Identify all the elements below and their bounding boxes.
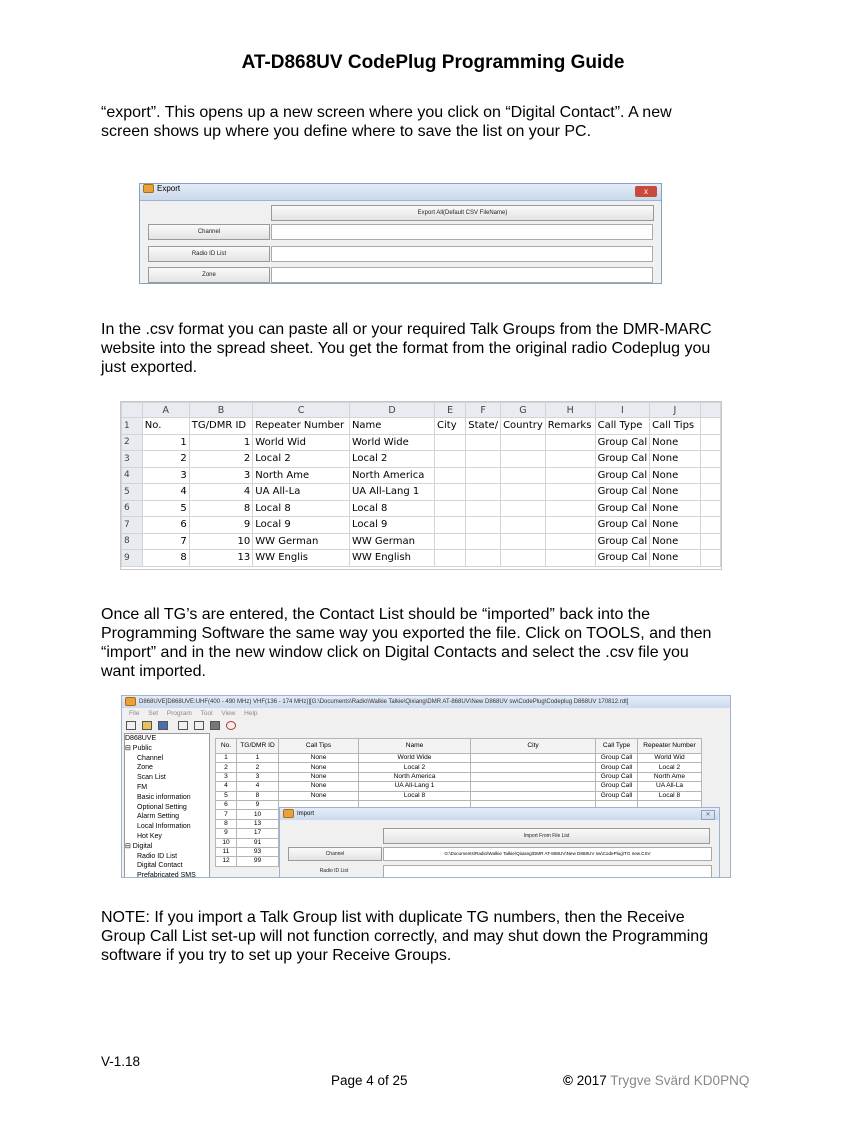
- zone-path-field[interactable]: [271, 267, 653, 283]
- text-line: Group Call List set-up will not function correctly, and may shut down the Programming: [101, 928, 709, 945]
- cell[interactable]: [545, 500, 595, 517]
- grid-cell[interactable]: 2: [237, 763, 279, 772]
- cell[interactable]: 5: [142, 500, 189, 517]
- tree-item-fm[interactable]: FM: [137, 783, 148, 791]
- toolbar: [122, 719, 730, 730]
- cell[interactable]: No.: [142, 418, 189, 435]
- cell[interactable]: [700, 517, 720, 534]
- paragraph-note: [101, 908, 781, 965]
- grid-cell[interactable]: 4: [237, 782, 279, 791]
- table-row: [122, 533, 721, 550]
- tree-item-basic-information[interactable]: Basic information: [137, 793, 191, 801]
- copyright-icon: ©: [563, 1073, 573, 1088]
- cell[interactable]: [501, 533, 546, 550]
- grid-cell[interactable]: 1: [237, 754, 279, 763]
- menu-file[interactable]: File: [129, 710, 140, 717]
- cell[interactable]: 4: [142, 484, 189, 501]
- cell[interactable]: [700, 550, 720, 567]
- cell[interactable]: [435, 517, 466, 534]
- text-line: Once all TG’s are entered, the Contact List should be “imported” back into the: [101, 606, 651, 623]
- cell[interactable]: None: [650, 500, 701, 517]
- grid-cell[interactable]: [471, 782, 596, 791]
- column-header[interactable]: B: [189, 403, 253, 418]
- table-row: [122, 500, 721, 517]
- cell[interactable]: [466, 500, 501, 517]
- table-row: [122, 484, 721, 501]
- grid-cell[interactable]: World Wid: [638, 754, 702, 763]
- grid-cell[interactable]: Group Call: [596, 763, 638, 772]
- cell[interactable]: [501, 467, 546, 484]
- cell[interactable]: Call Type: [595, 418, 650, 435]
- grid-cell[interactable]: 2: [216, 763, 237, 772]
- grid-cell[interactable]: Local 2: [359, 763, 471, 772]
- cell[interactable]: None: [650, 517, 701, 534]
- menu-bar: [122, 708, 730, 719]
- cell[interactable]: 7: [142, 533, 189, 550]
- cell[interactable]: State/: [466, 418, 501, 435]
- grid-cell[interactable]: 9: [216, 829, 237, 838]
- grid-cell[interactable]: 91: [237, 838, 279, 847]
- cell[interactable]: North Ame: [253, 467, 350, 484]
- export-channel-button[interactable]: Channel: [148, 224, 270, 240]
- text-line: In the .csv format you can paste all or your required Talk Groups from the DMR-MARC: [101, 321, 712, 338]
- cell[interactable]: [545, 467, 595, 484]
- cell[interactable]: [435, 434, 466, 451]
- cell[interactable]: [700, 467, 720, 484]
- new-file-icon[interactable]: [126, 721, 136, 730]
- cell[interactable]: 10: [189, 533, 253, 550]
- grid-cell[interactable]: Group Call: [596, 791, 638, 800]
- grid-cell[interactable]: Local 8: [638, 791, 702, 800]
- channel-path-field[interactable]: [271, 224, 653, 240]
- channel-file-path-field[interactable]: G:\Documents\Radio\Walkie Talkie\Qixiang\DMR AT-868UV\New D868UV sw\CodePlug\TG new.CSV: [383, 847, 712, 861]
- cell[interactable]: [545, 533, 595, 550]
- text-line: “export”. This opens up a new screen where you click on “Digital Contact”. A new: [101, 104, 672, 121]
- menu-view[interactable]: View: [221, 710, 236, 717]
- cell[interactable]: [435, 500, 466, 517]
- grid-cell[interactable]: 99: [237, 857, 279, 866]
- cell[interactable]: Remarks: [545, 418, 595, 435]
- tree-root[interactable]: D868UVE: [125, 735, 157, 742]
- cell[interactable]: Group Cal: [595, 484, 650, 501]
- import-channel-button[interactable]: Channel: [288, 847, 382, 861]
- app-icon: [143, 184, 154, 193]
- tree-item-local-information[interactable]: Local Information: [137, 823, 191, 831]
- cell[interactable]: [466, 550, 501, 567]
- grid-cell[interactable]: None: [279, 763, 359, 772]
- cell[interactable]: [466, 467, 501, 484]
- grid-cell[interactable]: None: [279, 754, 359, 763]
- grid-cell[interactable]: None: [279, 791, 359, 800]
- grid-cell[interactable]: Group Call: [596, 782, 638, 791]
- cell[interactable]: Local 8: [349, 500, 434, 517]
- export-dialog: [139, 183, 662, 284]
- grid-cell[interactable]: Local 2: [638, 763, 702, 772]
- cell[interactable]: 2: [189, 451, 253, 468]
- text-line: “import” and in the new window click on Digital Contacts and select the .csv file you: [101, 644, 689, 661]
- grid-cell[interactable]: UA All-Lang 1: [359, 782, 471, 791]
- grid-cell[interactable]: North America: [359, 772, 471, 781]
- cell[interactable]: [435, 550, 466, 567]
- row-number[interactable]: 7: [122, 517, 143, 534]
- cell[interactable]: [700, 484, 720, 501]
- cell[interactable]: Group Cal: [595, 434, 650, 451]
- tree-node-digital[interactable]: ⊟ Digital: [125, 842, 153, 850]
- page-number: Page 4 of 25: [331, 1073, 408, 1088]
- select-all-corner[interactable]: [122, 403, 143, 418]
- spreadsheet: [120, 401, 722, 570]
- tree-item-alarm-setting[interactable]: Alarm Setting: [137, 813, 180, 821]
- row-number[interactable]: 5: [122, 484, 143, 501]
- cell[interactable]: [466, 484, 501, 501]
- cell[interactable]: [466, 451, 501, 468]
- text-line: want imported.: [101, 663, 206, 680]
- row-number[interactable]: 2: [122, 434, 143, 451]
- grid-header[interactable]: Call Type: [596, 739, 638, 754]
- page-title: AT-D868UV CodePlug Programming Guide: [241, 52, 625, 73]
- grid-cell[interactable]: 4: [216, 782, 237, 791]
- text-line: website into the spread sheet. You get the format from the original radio Codeplug you: [101, 340, 711, 357]
- cell[interactable]: WW Englis: [253, 550, 350, 567]
- column-header[interactable]: A: [142, 403, 189, 418]
- cell[interactable]: [466, 434, 501, 451]
- column-header[interactable]: J: [650, 403, 701, 418]
- grid-header[interactable]: Name: [359, 739, 471, 754]
- cell[interactable]: 9: [189, 517, 253, 534]
- grid-cell[interactable]: Group Call: [596, 754, 638, 763]
- text-line: software if you try to set up your Receive Groups.: [101, 947, 452, 964]
- cell[interactable]: Group Cal: [595, 467, 650, 484]
- export-title-bar: [140, 184, 661, 201]
- cell[interactable]: UA All-Lang 1: [349, 484, 434, 501]
- tree-item-hot-key[interactable]: Hot Key: [137, 832, 162, 840]
- row-number[interactable]: 4: [122, 467, 143, 484]
- cell[interactable]: [435, 467, 466, 484]
- cell[interactable]: Local 9: [253, 517, 350, 534]
- cell[interactable]: World Wid: [253, 434, 350, 451]
- tree-item-zone[interactable]: Zone: [137, 764, 153, 772]
- column-header-empty: [700, 403, 720, 418]
- cell[interactable]: None: [650, 550, 701, 567]
- grid-cell[interactable]: Group Call: [596, 772, 638, 781]
- cell[interactable]: None: [650, 451, 701, 468]
- paragraph-export: [101, 103, 781, 141]
- cell[interactable]: 1: [142, 434, 189, 451]
- column-header[interactable]: E: [435, 403, 466, 418]
- grid-cell[interactable]: None: [279, 782, 359, 791]
- cell[interactable]: Country: [501, 418, 546, 435]
- grid-cell[interactable]: [471, 763, 596, 772]
- help-icon[interactable]: [226, 721, 236, 730]
- write-radio-icon[interactable]: [194, 721, 204, 730]
- menu-set[interactable]: Set: [148, 710, 159, 717]
- radio-id-path-field[interactable]: [271, 246, 653, 262]
- save-icon[interactable]: [158, 721, 168, 730]
- programming-software-window: [121, 695, 731, 878]
- column-header[interactable]: G: [501, 403, 546, 418]
- grid-cell[interactable]: 9: [237, 800, 279, 809]
- settings-icon[interactable]: [210, 721, 220, 730]
- grid-cell[interactable]: 13: [237, 819, 279, 828]
- menu-help[interactable]: Help: [244, 710, 258, 717]
- table-row: [122, 418, 721, 435]
- cell[interactable]: [501, 434, 546, 451]
- navigation-tree: [124, 733, 210, 878]
- row-number[interactable]: 3: [122, 451, 143, 468]
- import-title-bar: [280, 808, 719, 820]
- grid-cell[interactable]: 6: [216, 800, 237, 809]
- grid-cell[interactable]: 1: [216, 754, 237, 763]
- grid-header[interactable]: City: [471, 739, 596, 754]
- export-radio-id-button[interactable]: Radio ID List: [148, 246, 270, 262]
- close-icon[interactable]: ✕: [701, 810, 715, 820]
- grid-cell[interactable]: 10: [216, 838, 237, 847]
- export-title: Export: [157, 184, 181, 193]
- cell[interactable]: [501, 550, 546, 567]
- grid-cell[interactable]: 10: [237, 810, 279, 819]
- cell[interactable]: WW German: [349, 533, 434, 550]
- cell[interactable]: Group Cal: [595, 517, 650, 534]
- cell[interactable]: 2: [142, 451, 189, 468]
- table-row[interactable]: [216, 782, 702, 791]
- cell[interactable]: [501, 484, 546, 501]
- tree-node-public[interactable]: ⊟ Public: [125, 744, 152, 752]
- open-folder-icon[interactable]: [142, 721, 152, 730]
- grid-cell[interactable]: 7: [216, 810, 237, 819]
- grid-cell[interactable]: 12: [216, 857, 237, 866]
- cell[interactable]: 4: [189, 484, 253, 501]
- app-icon: [125, 697, 136, 706]
- version-label: V-1.18: [101, 1054, 141, 1069]
- tree-item-optional-setting[interactable]: Optional Setting: [137, 803, 187, 811]
- cell[interactable]: None: [650, 484, 701, 501]
- import-from-file-button[interactable]: Import From File List: [383, 828, 710, 844]
- grid-header[interactable]: Call Tips: [279, 739, 359, 754]
- import-radio-id-button[interactable]: Radio ID List: [319, 868, 349, 874]
- tree-item-scan-list[interactable]: Scan List: [137, 774, 166, 782]
- menu-tool[interactable]: Tool: [200, 710, 213, 717]
- grid-cell[interactable]: 93: [237, 847, 279, 856]
- column-header[interactable]: I: [595, 403, 650, 418]
- grid-cell[interactable]: North Ame: [638, 772, 702, 781]
- cell[interactable]: 3: [142, 467, 189, 484]
- cell[interactable]: [501, 500, 546, 517]
- cell[interactable]: [545, 484, 595, 501]
- table-row: [122, 451, 721, 468]
- cell[interactable]: [435, 451, 466, 468]
- cell[interactable]: [700, 451, 720, 468]
- grid-cell[interactable]: 5: [216, 791, 237, 800]
- cell[interactable]: Local 2: [253, 451, 350, 468]
- cell[interactable]: 6: [142, 517, 189, 534]
- menu-program[interactable]: Program: [166, 710, 192, 717]
- paragraph-csv: [101, 320, 781, 377]
- export-all-button[interactable]: Export All(Default CSV FileName): [271, 205, 654, 221]
- cell[interactable]: [545, 517, 595, 534]
- cell[interactable]: 8: [189, 500, 253, 517]
- text-line: Programming Software the same way you exported the file. Click on TOOLS, and then: [101, 625, 712, 642]
- copyright: [563, 1073, 749, 1088]
- row-number[interactable]: 6: [122, 500, 143, 517]
- grid-header-row: [216, 739, 702, 754]
- cell[interactable]: World Wide: [349, 434, 434, 451]
- table-row: [122, 517, 721, 534]
- cell[interactable]: [545, 451, 595, 468]
- tree-item-radio-id-list[interactable]: Radio ID List: [137, 852, 178, 860]
- table-row: [122, 550, 721, 567]
- row-number[interactable]: 9: [122, 550, 143, 567]
- cell[interactable]: [501, 451, 546, 468]
- import-dialog: [279, 807, 720, 878]
- table-row[interactable]: [216, 772, 702, 781]
- export-zone-button[interactable]: Zone: [148, 267, 270, 283]
- row-number[interactable]: 1: [122, 418, 143, 435]
- cell[interactable]: [501, 517, 546, 534]
- app-icon: [283, 809, 294, 818]
- grid-cell[interactable]: Local 8: [359, 791, 471, 800]
- column-header[interactable]: F: [466, 403, 501, 418]
- text-line: screen shows up where you define where to save the list on your PC.: [101, 123, 592, 140]
- table-row[interactable]: [216, 763, 702, 772]
- table-row[interactable]: [216, 791, 702, 800]
- text-line: just exported.: [101, 359, 198, 376]
- tree-item-digital-contact[interactable]: Digital Contact: [137, 862, 183, 870]
- copyright-year: 2017: [576, 1073, 607, 1088]
- tree-item-prefabricated-sms[interactable]: Prefabricated SMS: [137, 872, 196, 878]
- cell[interactable]: [700, 533, 720, 550]
- cell[interactable]: Group Cal: [595, 451, 650, 468]
- cell[interactable]: Group Cal: [595, 550, 650, 567]
- text-line: NOTE: If you import a Talk Group list with duplicate TG numbers, then the Receive: [101, 909, 685, 926]
- column-header[interactable]: D: [349, 403, 434, 418]
- cell[interactable]: Local 9: [349, 517, 434, 534]
- cell[interactable]: [700, 418, 720, 435]
- table-row: [122, 434, 721, 451]
- cell[interactable]: 13: [189, 550, 253, 567]
- grid-cell[interactable]: 8: [216, 819, 237, 828]
- table-row[interactable]: [216, 754, 702, 763]
- grid-cell[interactable]: [471, 772, 596, 781]
- cell[interactable]: [466, 533, 501, 550]
- cell[interactable]: Group Cal: [595, 500, 650, 517]
- cell[interactable]: UA All-La: [253, 484, 350, 501]
- cell[interactable]: Name: [349, 418, 434, 435]
- cell[interactable]: [700, 434, 720, 451]
- cell[interactable]: 1: [189, 434, 253, 451]
- grid-cell[interactable]: 8: [237, 791, 279, 800]
- grid-cell[interactable]: 11: [216, 847, 237, 856]
- cell[interactable]: Group Cal: [595, 533, 650, 550]
- close-icon[interactable]: x: [635, 186, 657, 197]
- cell[interactable]: None: [650, 434, 701, 451]
- software-title-bar: [122, 696, 730, 708]
- cell[interactable]: [466, 517, 501, 534]
- grid-header[interactable]: Repeater Number: [638, 739, 702, 754]
- table-row: [122, 467, 721, 484]
- grid-header[interactable]: TG/DMR ID: [237, 739, 279, 754]
- software-title: D868UVE[D868UVE:UHF(400 - 490 MHz) VHF(136 - 174 MHz)][G:\Documents\Radio\Walkie Talkie\Qixiang\DMR AT-868UV\New D868UV sw\CodePlug\Codeplug D868UV 170812.rdt]: [139, 699, 629, 705]
- column-header[interactable]: H: [545, 403, 595, 418]
- cell[interactable]: WW German: [253, 533, 350, 550]
- cell[interactable]: Call Tips: [650, 418, 701, 435]
- import-title: Import: [297, 811, 315, 817]
- cell[interactable]: [435, 533, 466, 550]
- grid-cell[interactable]: [471, 791, 596, 800]
- cell[interactable]: Local 2: [349, 451, 434, 468]
- cell[interactable]: [545, 434, 595, 451]
- author-name: Trygve Svärd KD0PNQ: [610, 1073, 750, 1088]
- column-letters: [122, 403, 721, 418]
- paragraph-import: [101, 605, 781, 681]
- cell[interactable]: City: [435, 418, 466, 435]
- grid-cell[interactable]: None: [279, 772, 359, 781]
- radio-id-file-path-field[interactable]: [383, 865, 712, 878]
- grid-cell[interactable]: 3: [237, 772, 279, 781]
- cell[interactable]: 3: [189, 467, 253, 484]
- grid-cell[interactable]: 3: [216, 772, 237, 781]
- cell[interactable]: Repeater Number: [253, 418, 350, 435]
- read-radio-icon[interactable]: [178, 721, 188, 730]
- cell[interactable]: None: [650, 467, 701, 484]
- column-header[interactable]: C: [253, 403, 350, 418]
- cell[interactable]: North America: [349, 467, 434, 484]
- cell[interactable]: [700, 500, 720, 517]
- tree-item-channel[interactable]: Channel: [137, 754, 164, 762]
- cell[interactable]: 8: [142, 550, 189, 567]
- cell[interactable]: Local 8: [253, 500, 350, 517]
- cell[interactable]: TG/DMR ID: [189, 418, 253, 435]
- grid-cell[interactable]: UA All-La: [638, 782, 702, 791]
- cell[interactable]: [545, 550, 595, 567]
- cell[interactable]: [435, 484, 466, 501]
- cell[interactable]: None: [650, 533, 701, 550]
- grid-cell[interactable]: World Wide: [359, 754, 471, 763]
- grid-cell[interactable]: 17: [237, 829, 279, 838]
- grid-header[interactable]: No.: [216, 739, 237, 754]
- cell[interactable]: WW English: [349, 550, 434, 567]
- row-number[interactable]: 8: [122, 533, 143, 550]
- grid-cell[interactable]: [471, 754, 596, 763]
